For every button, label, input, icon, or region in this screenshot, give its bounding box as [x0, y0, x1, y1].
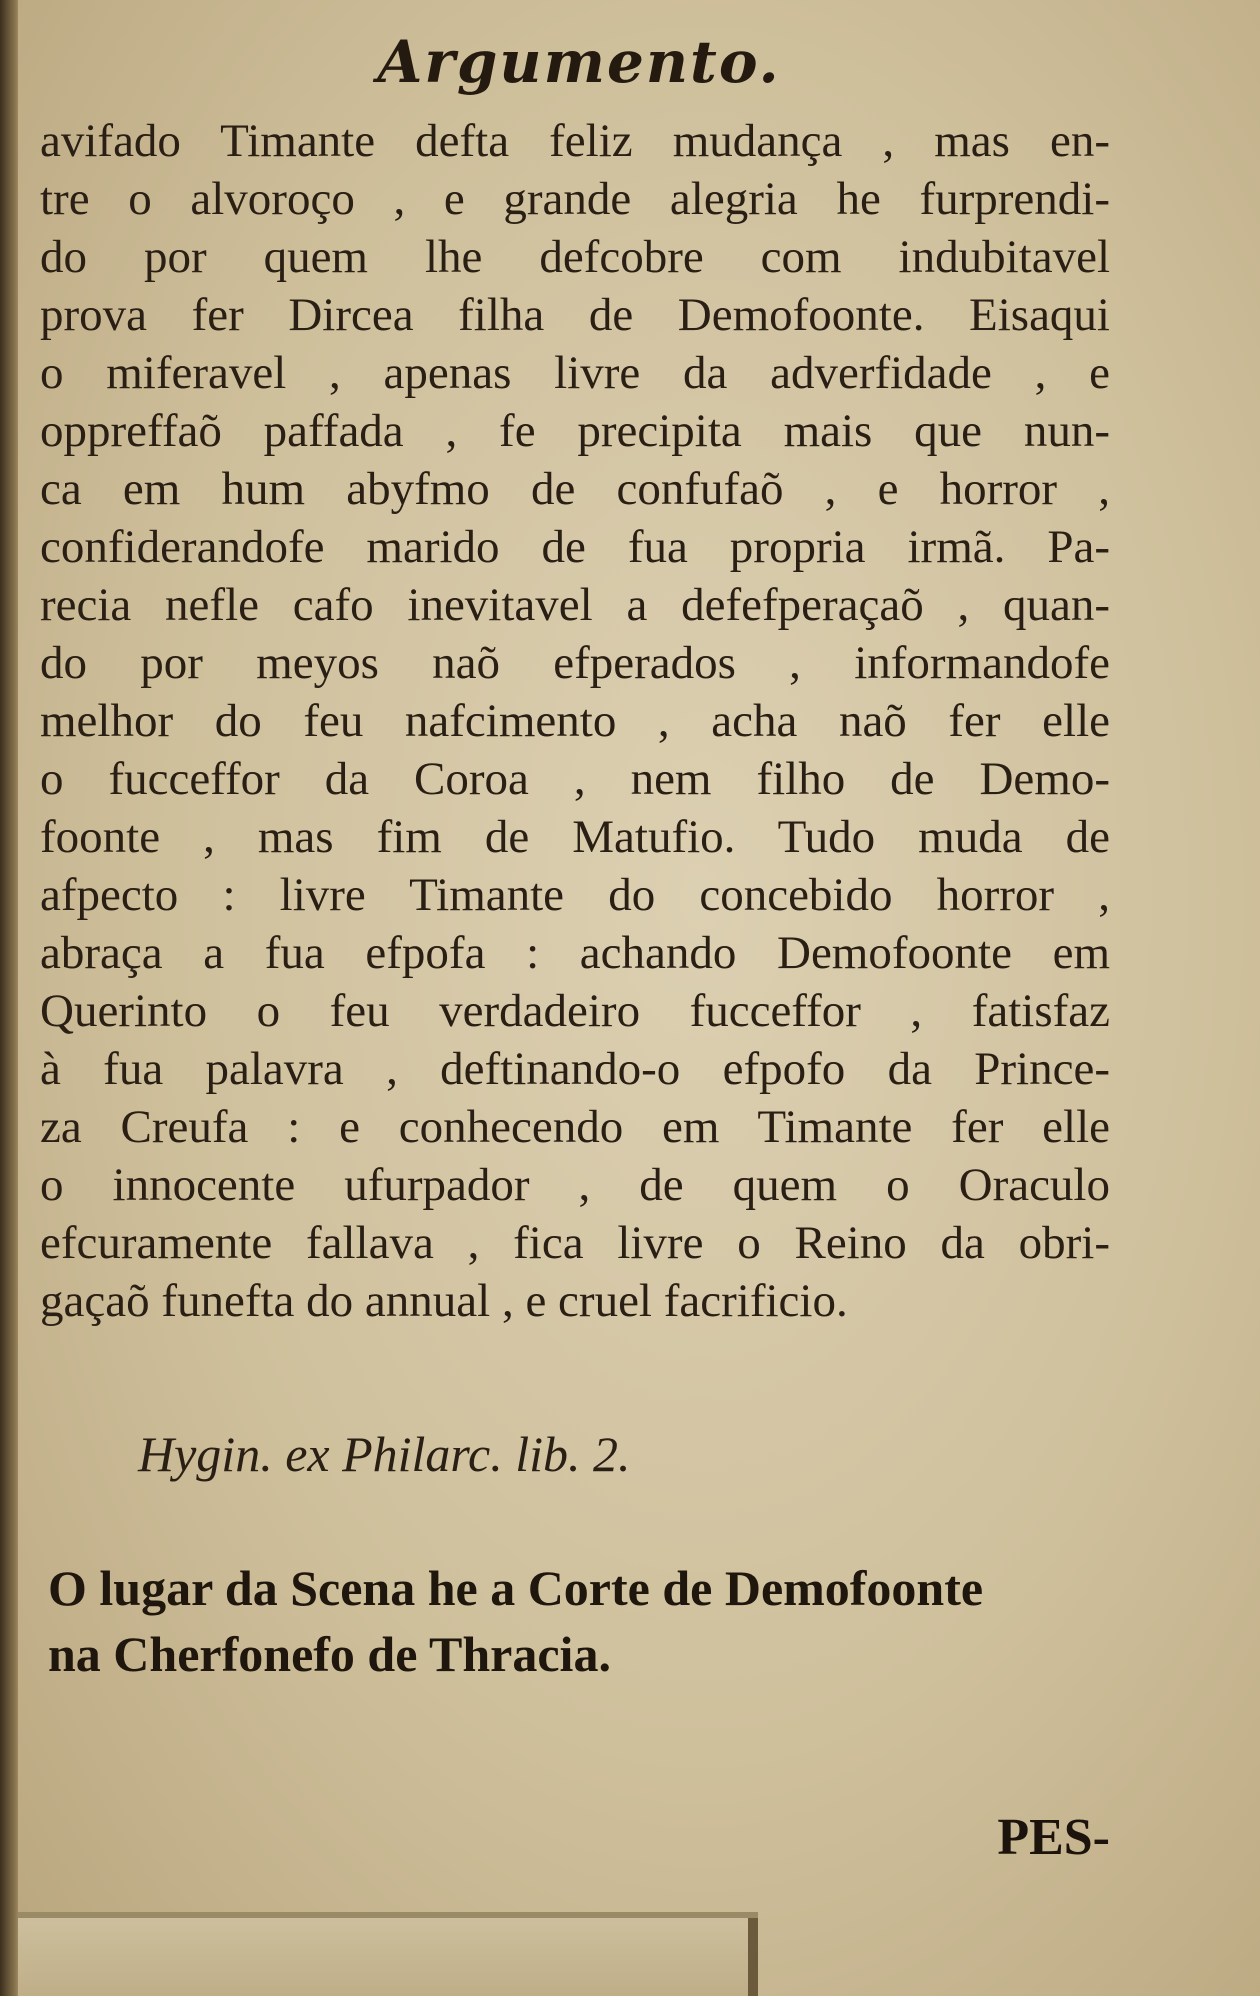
paragraph-line: ca em hum abyfmo de confufaõ , e horror , — [40, 463, 1110, 515]
paragraph-line: do por quem lhe defcobre com indubitavel — [40, 231, 1110, 283]
paragraph-line: foonte , mas fim de Matufio. Tudo muda de — [40, 811, 1110, 863]
paragraph-line: oppreffaõ paffada , fe precipita mais que nun- — [40, 405, 1110, 457]
paragraph-line: prova fer Dircea filha de Demofoonte. Eisaqui — [40, 289, 1110, 341]
paragraph-line: afpecto : livre Timante do concebido horror , — [40, 869, 1110, 921]
source-citation: Hygin. ex Philarc. lib. 2. — [138, 1426, 631, 1482]
argument-paragraph — [40, 112, 1110, 1330]
paragraph-line: confiderandofe marido de fua propria irmã. Pa- — [40, 521, 1110, 573]
paragraph-line: recia nefle cafo inevitavel a defefperaçaõ , quan- — [40, 579, 1110, 631]
paragraph-line: avifado Timante defta feliz mudança , mas en- — [40, 115, 1110, 167]
paragraph-line: gaçaõ funefta do annual , e cruel facrificio. — [40, 1275, 848, 1327]
paragraph-line: o innocente ufurpador , de quem o Oraculo — [40, 1159, 1110, 1211]
paragraph-line: tre o alvoroço , e grande alegria he furprendi- — [40, 173, 1110, 225]
scene-line: na Cherfonefo de Thracia. — [48, 1626, 611, 1682]
paragraph-line: à fua palavra , deftinando-o efpofo da Prince- — [40, 1043, 1110, 1095]
page-heading: Argumento. — [377, 28, 781, 96]
scene-location — [48, 1555, 1128, 1687]
scene-line: O lugar da Scena he a Corte de Demofoonte — [48, 1560, 984, 1616]
paragraph-line: za Creufa : e conhecendo em Timante fer elle — [40, 1101, 1110, 1153]
paragraph-line: Querinto o feu verdadeiro fucceffor , fatisfaz — [40, 985, 1110, 1037]
catchword: PES- — [997, 1809, 1110, 1866]
paragraph-line: o miferavel , apenas livre da adverfidade , e — [40, 347, 1110, 399]
paragraph-line: abraça a fua efpofa : achando Demofoonte em — [40, 927, 1110, 979]
paragraph-line: melhor do feu nafcimento , acha naõ fer elle — [40, 695, 1110, 747]
paragraph-line: do por meyos naõ efperados , informandofe — [40, 637, 1110, 689]
page-bottom-edge — [18, 1912, 758, 1996]
paragraph-line: efcuramente fallava , fica livre o Reino da obri- — [40, 1217, 1110, 1269]
book-page — [18, 0, 1260, 1996]
paragraph-line: o fucceffor da Coroa , nem filho de Demo- — [40, 753, 1110, 805]
